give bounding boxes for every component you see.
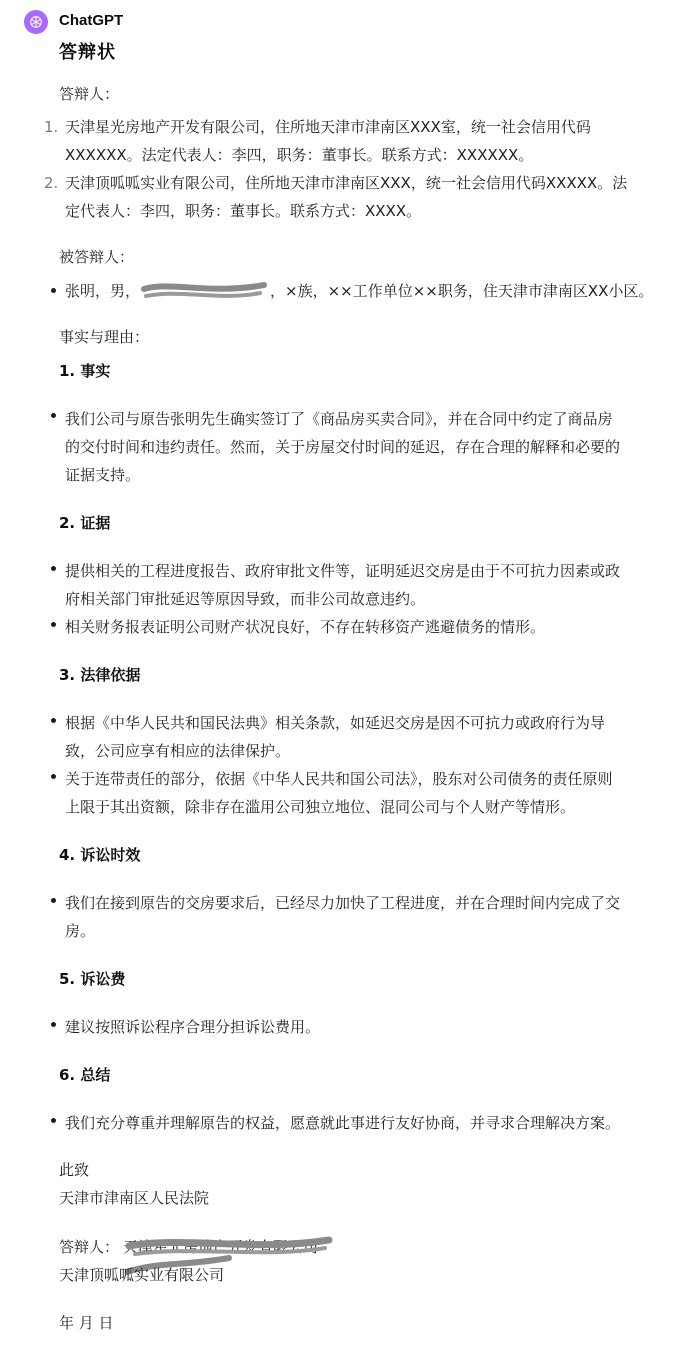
list-item-line: 上限于其出资额，除非存在滥用公司独立地位、混同公司与个人财产等情形。 — [65, 798, 576, 816]
answered-prefix: 张明，男， — [65, 282, 141, 300]
list-item-line: 根据《中华人民共和国民法典》相关条款，如延迟交房是因不可抗力或政府行为导 — [65, 714, 606, 732]
bullet — [51, 774, 56, 779]
openai-logo-icon — [28, 14, 44, 30]
list-item-line: 的交付时间和违约责任。然而，关于房屋交付时间的延迟，存在合理的解释和必要的 — [65, 438, 621, 456]
list-item-line: 关于连带责任的部分，依据《中华人民共和国公司法》，股东对公司债务的责任原则 — [65, 770, 613, 788]
respondent-2-line-1: 天津顶呱呱实业有限公司，住所地天津市津南区XXX，统一社会信用代码XXXXX。法 — [65, 174, 628, 192]
section-heading: 6. 总结 — [59, 1066, 111, 1084]
signer-line-1: 天津星光房地产开发有限公司 — [123, 1238, 319, 1256]
bullet — [51, 413, 56, 418]
closing-to: 此致 — [59, 1161, 90, 1179]
signer-line-2: 天津顶呱呱实业有限公司 — [59, 1266, 225, 1284]
answered-suffix: ，×族，××工作单位××职务，住天津市津南区XX小区。 — [270, 282, 654, 300]
respondent-1-line-1: 天津星光房地产开发有限公司，住所地天津市津南区XXX室，统一社会信用代码 — [65, 118, 591, 136]
section-heading: 1. 事实 — [59, 362, 111, 380]
bullet — [51, 288, 56, 293]
list-item-line: 证据支持。 — [65, 466, 141, 484]
list-item-line: 府相关部门审批延迟等原因导致，而非公司故意违约。 — [65, 590, 426, 608]
bullet — [51, 622, 56, 627]
respondent-label: 答辩人： — [59, 85, 120, 103]
closing-court: 天津市津南区人民法院 — [59, 1189, 210, 1207]
section-heading: 4. 诉讼时效 — [59, 846, 141, 864]
redaction-scribble — [140, 279, 270, 303]
chatgpt-avatar — [24, 10, 48, 34]
list-item-line: 建议按照诉讼程序合理分担诉讼费用。 — [65, 1018, 321, 1036]
bullet — [51, 1022, 56, 1027]
list-number: 2. — [44, 174, 59, 192]
section-heading: 2. 证据 — [59, 514, 111, 532]
answered-label: 被答辩人： — [59, 248, 135, 266]
facts-label: 事实与理由： — [59, 328, 150, 346]
list-item-line: 相关财务报表证明公司财产状况良好，不存在转移资产逃避债务的情形。 — [65, 618, 546, 636]
closing-date: 年 月 日 — [59, 1314, 114, 1332]
list-number: 1. — [44, 118, 59, 136]
document-title: 答辩状 — [59, 42, 116, 63]
list-item-line: 房。 — [65, 922, 96, 940]
bullet — [51, 566, 56, 571]
bullet — [51, 898, 56, 903]
section-heading: 5. 诉讼费 — [59, 970, 126, 988]
list-item-line: 我们充分尊重并理解原告的权益，愿意就此事进行友好协商，并寻求合理解决方案。 — [65, 1114, 621, 1132]
respondent-1-line-2: XXXXXX。法定代表人：李四，职务：董事长。联系方式：XXXXXX。 — [65, 146, 534, 164]
section-heading: 3. 法律依据 — [59, 666, 141, 684]
list-item-line: 致，公司应享有相应的法律保护。 — [65, 742, 291, 760]
sender-name: ChatGPT — [59, 12, 124, 29]
signer-label: 答辩人： — [59, 1238, 120, 1256]
bullet — [51, 718, 56, 723]
list-item-line: 我们在接到原告的交房要求后，已经尽力加快了工程进度，并在合理时间内完成了交 — [65, 894, 621, 912]
bullet — [51, 1118, 56, 1123]
list-item-line: 提供相关的工程进度报告、政府审批文件等，证明延迟交房是由于不可抗力因素或政 — [65, 562, 621, 580]
list-item-line: 我们公司与原告张明先生确实签订了《商品房买卖合同》，并在合同中约定了商品房 — [65, 410, 613, 428]
respondent-2-line-2: 定代表人：李四，职务：董事长。联系方式：XXXX。 — [65, 202, 422, 220]
